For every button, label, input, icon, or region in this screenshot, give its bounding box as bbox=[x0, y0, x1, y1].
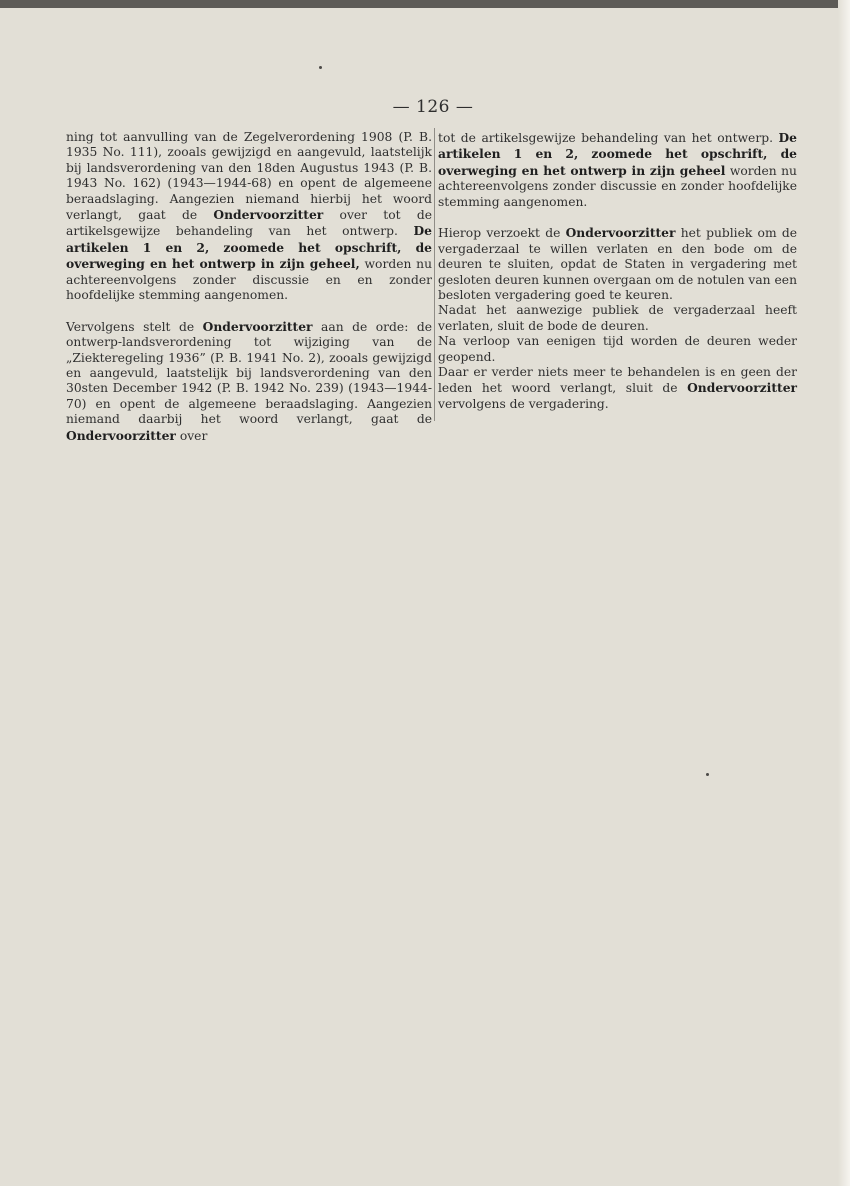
body-text: het publiek om de vergaderzaal te willen verlaten en den bode om de deuren te sluiten, opdat de Staten in vergadering met gesloten deuren kunnen overgaan om de notulen van een besloten vergadering goed te keuren. bbox=[438, 226, 797, 303]
paragraph bbox=[438, 225, 797, 303]
bold-text: Ondervoorzitter bbox=[565, 225, 676, 241]
body-text: over bbox=[175, 428, 208, 443]
paragraph bbox=[66, 130, 432, 303]
paragraph bbox=[438, 365, 797, 412]
paragraph bbox=[438, 334, 797, 365]
bold-text: Ondervoorzitter bbox=[213, 207, 324, 223]
bold-text: Ondervoorzitter bbox=[687, 380, 797, 396]
bold-text: Ondervoorzitter bbox=[66, 427, 176, 443]
body-text: worden nu achtereenvolgens zonder discussie en en zonder hoofdelijke stemming aangenomen. bbox=[66, 257, 432, 303]
body-text: aan de orde: de ontwerp-landsverordening tot wijziging van de „Ziekteregeling 1936” (P. B. 1941 No. 2), zooals gewijzigd en aangevuld, laatstelijk bij landsverordening van den 30sten December 1942 (P. B. 1942 No. 239) (1943—1944-70) en opent de algemeene beraadslaging. Aangezien niemand daarbij het woord verlangt, gaat de bbox=[66, 319, 432, 427]
right-column bbox=[438, 130, 797, 412]
paragraph bbox=[438, 303, 797, 334]
left-column bbox=[66, 130, 432, 444]
body-text: Hierop verzoekt de bbox=[438, 226, 566, 241]
body-text: tot de artikelsgewijze behandeling van het ontwerp. bbox=[438, 131, 779, 145]
body-text: Na verloop van eenigen tijd worden de deuren weder geopend. bbox=[438, 334, 797, 364]
column-divider bbox=[434, 128, 435, 421]
paragraph bbox=[66, 319, 432, 444]
page-number: — 126 — bbox=[392, 97, 474, 117]
speck-mark bbox=[319, 66, 322, 69]
bold-text: De artikelen 1 en 2, zoomede het opschrift, de overweging en het ontwerp in zijn geheel bbox=[438, 130, 797, 178]
body-text: ning tot aanvulling van de Zegelverordening 1908 (P. B. 1935 No. 111), zooals gewijzigd en aangevuld, laatstelijk bij landsverordening van den 18den Augustus 1943 (P. B. 1943 No. 162) (1943—1944-68) en opent de algemeene beraadslaging. Aangezien niemand hierbij het woord verlangt, gaat de bbox=[66, 130, 432, 223]
body-text: worden nu achtereenvolgens zonder discussie en zonder hoofdelijke stemming aangenomen. bbox=[438, 163, 797, 209]
speck-mark bbox=[706, 773, 709, 776]
bold-text: Ondervoorzitter bbox=[202, 318, 313, 334]
body-text: Daar er verder niets meer te behandelen is en geen der leden het woord verlangt, sluit de bbox=[438, 365, 797, 396]
body-text: Vervolgens stelt de bbox=[66, 319, 203, 334]
body-text: vervolgens de vergadering. bbox=[438, 396, 609, 411]
body-text: over tot de artikelsgewijze behandeling van het ontwerp. bbox=[66, 208, 432, 239]
paragraph bbox=[438, 130, 797, 210]
bold-text: De artikelen 1 en 2, zoomede het opschrift, de overweging en het ontwerp in zijn geheel, bbox=[66, 223, 432, 272]
body-text: Nadat het aanwezige publiek de vergaderzaal heeft verlaten, sluit de bode de deuren. bbox=[438, 303, 797, 333]
